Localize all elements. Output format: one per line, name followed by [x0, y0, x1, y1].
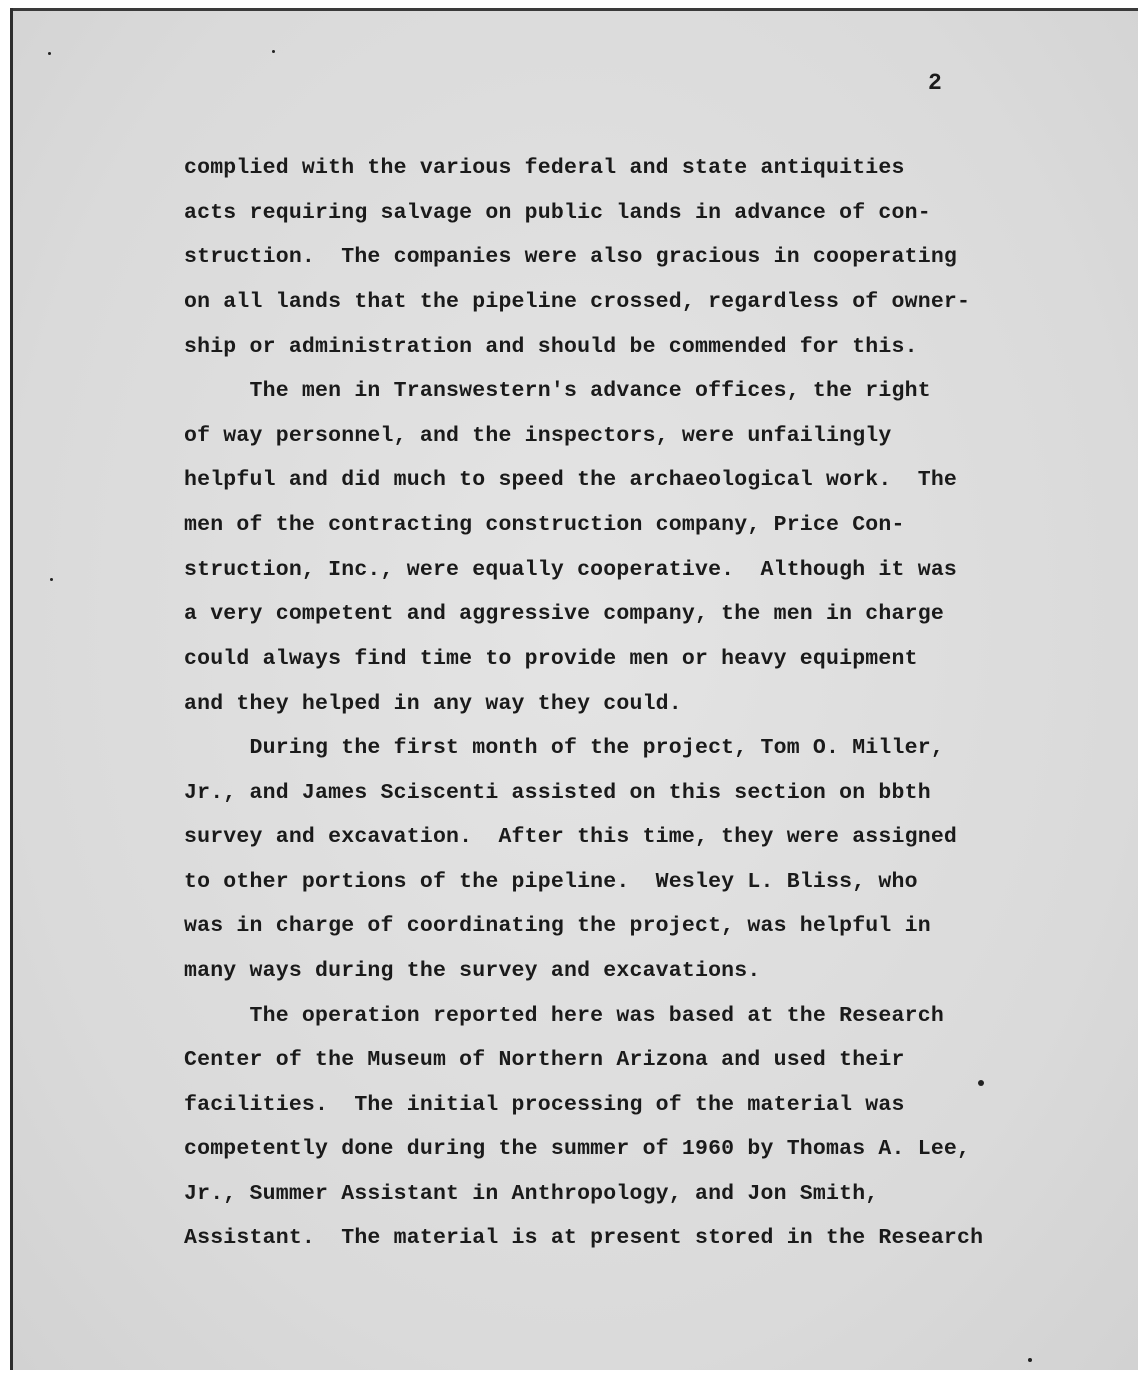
text-line: acts requiring salvage on public lands in advance of con-	[184, 201, 931, 225]
text-line: to other portions of the pipeline. Wesley L. Bliss, who	[184, 870, 918, 894]
dust-speck	[50, 578, 53, 581]
text-line: During the first month of the project, Tom O. Miller,	[184, 736, 944, 760]
text-line: helpful and did much to speed the archaeological work. The	[184, 468, 958, 492]
text-line: struction. The companies were also gracious in cooperating	[184, 245, 958, 269]
text-line: Assistant. The material is at present stored in the Research	[184, 1226, 984, 1250]
text-line: and they helped in any way they could.	[184, 692, 682, 716]
text-line: many ways during the survey and excavations.	[184, 959, 761, 983]
text-line: could always find time to provide men or heavy equipment	[184, 647, 918, 671]
dust-speck	[48, 52, 51, 55]
text-line: ship or administration and should be commended for this.	[184, 335, 918, 359]
text-line: facilities. The initial processing of the material was	[184, 1093, 905, 1117]
text-line: competently done during the summer of 1960 by Thomas A. Lee,	[184, 1137, 971, 1161]
text-line: Jr., Summer Assistant in Anthropology, and Jon Smith,	[184, 1182, 879, 1206]
text-line: complied with the various federal and state antiquities	[184, 156, 905, 180]
text-line: Jr., and James Sciscenti assisted on this section on bbth	[184, 781, 931, 805]
text-line: struction, Inc., were equally cooperative. Although it was	[184, 558, 958, 582]
text-line: The operation reported here was based at the Research	[184, 1004, 944, 1028]
text-line: of way personnel, and the inspectors, were unfailingly	[184, 424, 892, 448]
text-line: was in charge of coordinating the project, was helpful in	[184, 914, 931, 938]
page-number: 2	[928, 70, 942, 96]
page-left-edge	[10, 8, 13, 1370]
dust-speck	[978, 1080, 984, 1086]
page-top-edge	[10, 8, 1138, 11]
text-line: The men in Transwestern's advance offices, the right	[184, 379, 931, 403]
text-line: Center of the Museum of Northern Arizona and used their	[184, 1048, 905, 1072]
text-line: on all lands that the pipeline crossed, regardless of owner-	[184, 290, 971, 314]
dust-speck	[1028, 1358, 1032, 1362]
text-line: men of the contracting construction company, Price Con-	[184, 513, 905, 537]
dust-speck	[272, 50, 275, 53]
document-page	[10, 8, 1138, 1370]
text-line: a very competent and aggressive company, the men in charge	[184, 602, 944, 626]
text-line: survey and excavation. After this time, they were assigned	[184, 825, 958, 849]
